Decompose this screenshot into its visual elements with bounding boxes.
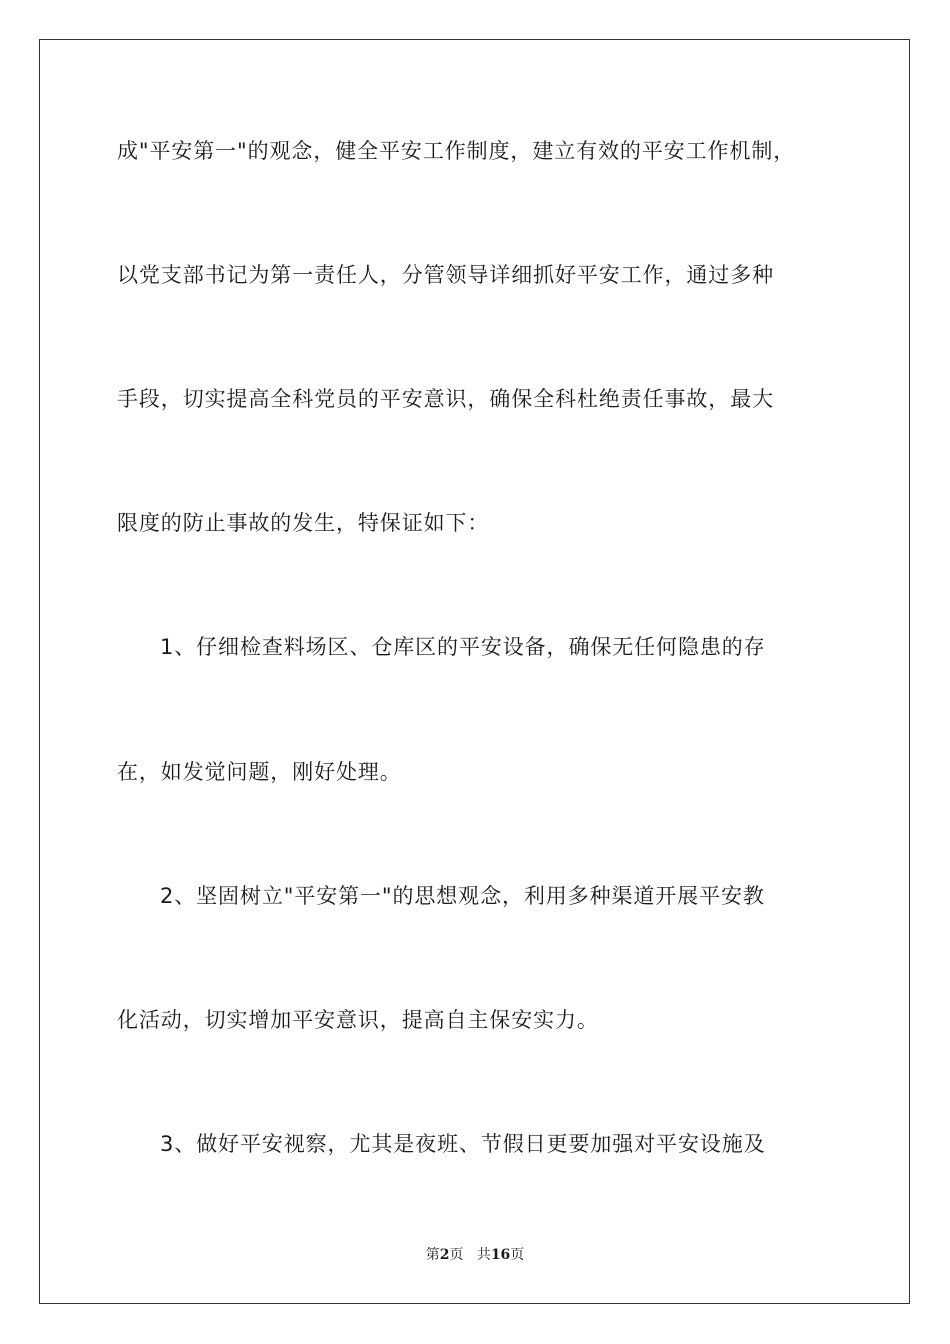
text-line-1: 成"平安第一"的观念，健全平安工作制度，建立有效的平安工作机制， (117, 139, 796, 163)
text-line-8: 化活动，切实增加平安意识，提高自主保安实力。 (117, 1008, 599, 1032)
footer-total-suffix: 页 (510, 1247, 525, 1263)
footer-page-suffix: 页 (449, 1247, 464, 1263)
footer-page-prefix: 第 (425, 1247, 440, 1263)
text-line-7: 2、坚固树立"平安第一"的思想观念，利用多种渠道开展平安教 (160, 884, 765, 908)
footer-page-number: 2 (439, 1247, 450, 1263)
text-line-5: 1、仔细检查料场区、仓库区的平安设备，确保无任何隐患的存 (160, 635, 766, 659)
footer-total-prefix: 共 (476, 1247, 491, 1263)
text-line-2: 以党支部书记为第一责任人，分管领导详细抓好平安工作，通过多种 (117, 263, 774, 287)
page-border (39, 39, 910, 1304)
page-footer (0, 1246, 950, 1264)
text-line-9: 3、做好平安视察，尤其是夜班、节假日更要加强对平安设施及 (160, 1132, 766, 1156)
text-line-4: 限度的防止事故的发生，特保证如下： (117, 511, 490, 535)
footer-total-number: 16 (490, 1247, 511, 1263)
text-line-6: 在，如发觉问题，刚好处理。 (117, 760, 402, 784)
text-line-3: 手段，切实提高全科党员的平安意识，确保全科杜绝责任事故，最大 (117, 387, 774, 411)
